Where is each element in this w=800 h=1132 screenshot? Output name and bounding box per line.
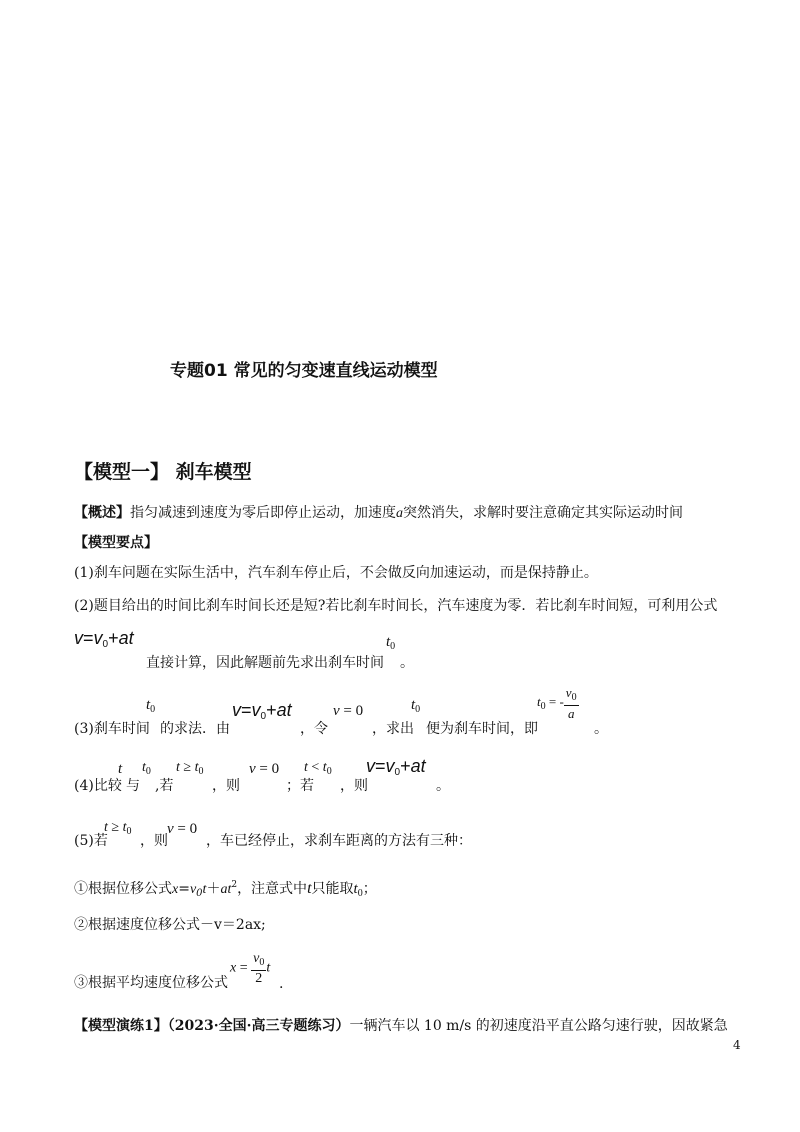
point-5-a: (5)若 [74,833,108,849]
point-4-c: ,若 [155,778,174,794]
formula-t-ge-t0: $t \ge t_0$ [104,820,132,837]
point-4-d: ，则 [212,778,240,794]
method-2: ②根据速度位移公式－v＝2ax; [74,917,266,933]
point-4-b: 与 [126,778,140,794]
point-4-e: ；若 [286,778,314,794]
point-1: (1)刹车问题在实际生活中，汽车刹车停止后，不会做反向加速运动，而是保持静止。 [74,565,598,581]
point-3-c: ，令 [300,721,328,737]
page-number: 4 [733,1038,741,1052]
formula-x-eq-v0-over-2-t: x = $\frac{v_0}{2}$ t [230,951,271,986]
formula-t0-eq-neg-v0-over-a: $t_0$ = - $\frac{v_0}{a}$ [537,685,577,721]
doc-title: 专题01 常见的匀变速直线运动模型 [170,361,438,381]
example-source: （2023·全国·高三专题练习） [167,1018,350,1034]
formula-t0: $t_0$ [146,697,156,715]
method-3-end: . [279,976,284,992]
point-3-b: 的求法．由 [160,721,230,737]
point-3-e: 便为刹车时间，即 [426,721,538,737]
point-5-c: ，车已经停止，求刹车距离的方法有三种： [206,833,472,849]
formula-v-eq-v0-plus-at: $v=v_0+at$ [232,700,292,722]
formula-t-lt-t0: $t < t_0$ [304,760,332,777]
formula-v-eq-v0-plus-at: $v=v_0+at$ [74,628,134,650]
method-3: ③根据平均速度位移公式 [74,975,228,991]
overview-label: 【概述】 [74,505,130,521]
formula-t0: $t_0$ [386,634,396,652]
point-5-b: ，则 [140,833,168,849]
formula-v-eq-0: v = 0 [333,703,364,719]
point-3-f: 。 [594,721,608,737]
point-3-d: ，求出 [372,721,414,737]
point-3-a: (3)刹车时间 [74,721,150,737]
point-2-continued: 直接计算，因此解题前先求出刹车时间 [146,655,384,671]
formula-v-eq-v0-plus-at: $v=v_0+at$ [366,756,426,778]
formula-t0: $t_0$ [411,697,421,715]
overview-paragraph: 【概述】指匀减速到速度为零后即停止运动，加速度a突然消失，求解时要注意确定其实际运动时间 [74,505,683,521]
example-paragraph: 【模型演练1】（2023·全国·高三专题练习）一辆汽车以 10 m/s 的初速度沿平直公路匀速行驶，因故紧急 [74,1018,728,1034]
point-4-g: 。 [436,778,450,794]
method-1: ①根据位移公式$x=v_0t+at^2$，注意式中t只能取$t_0$； [74,880,377,899]
section-heading: 【模型一】 刹车模型 [74,461,252,483]
formula-v-eq-0: v = 0 [249,761,280,777]
points-label: 【模型要点】 [74,535,158,551]
point-2-end: 。 [400,655,414,671]
formula-t: t [118,761,123,777]
point-2: (2)题目给出的时间比刹车时间长还是短?若比刹车时间长，汽车速度为零．若比刹车时间短，可利用公式 [74,598,718,614]
point-4-a: (4)比较 [74,778,122,794]
point-4-f: ，则 [340,778,368,794]
formula-v-eq-0: v = 0 [167,821,198,837]
formula-displacement: x [172,882,179,897]
example-label: 【模型演练1】 [74,1018,168,1034]
formula-t-ge-t0: $t \ge t_0$ [176,760,204,777]
formula-t0: $t_0$ [142,760,151,777]
